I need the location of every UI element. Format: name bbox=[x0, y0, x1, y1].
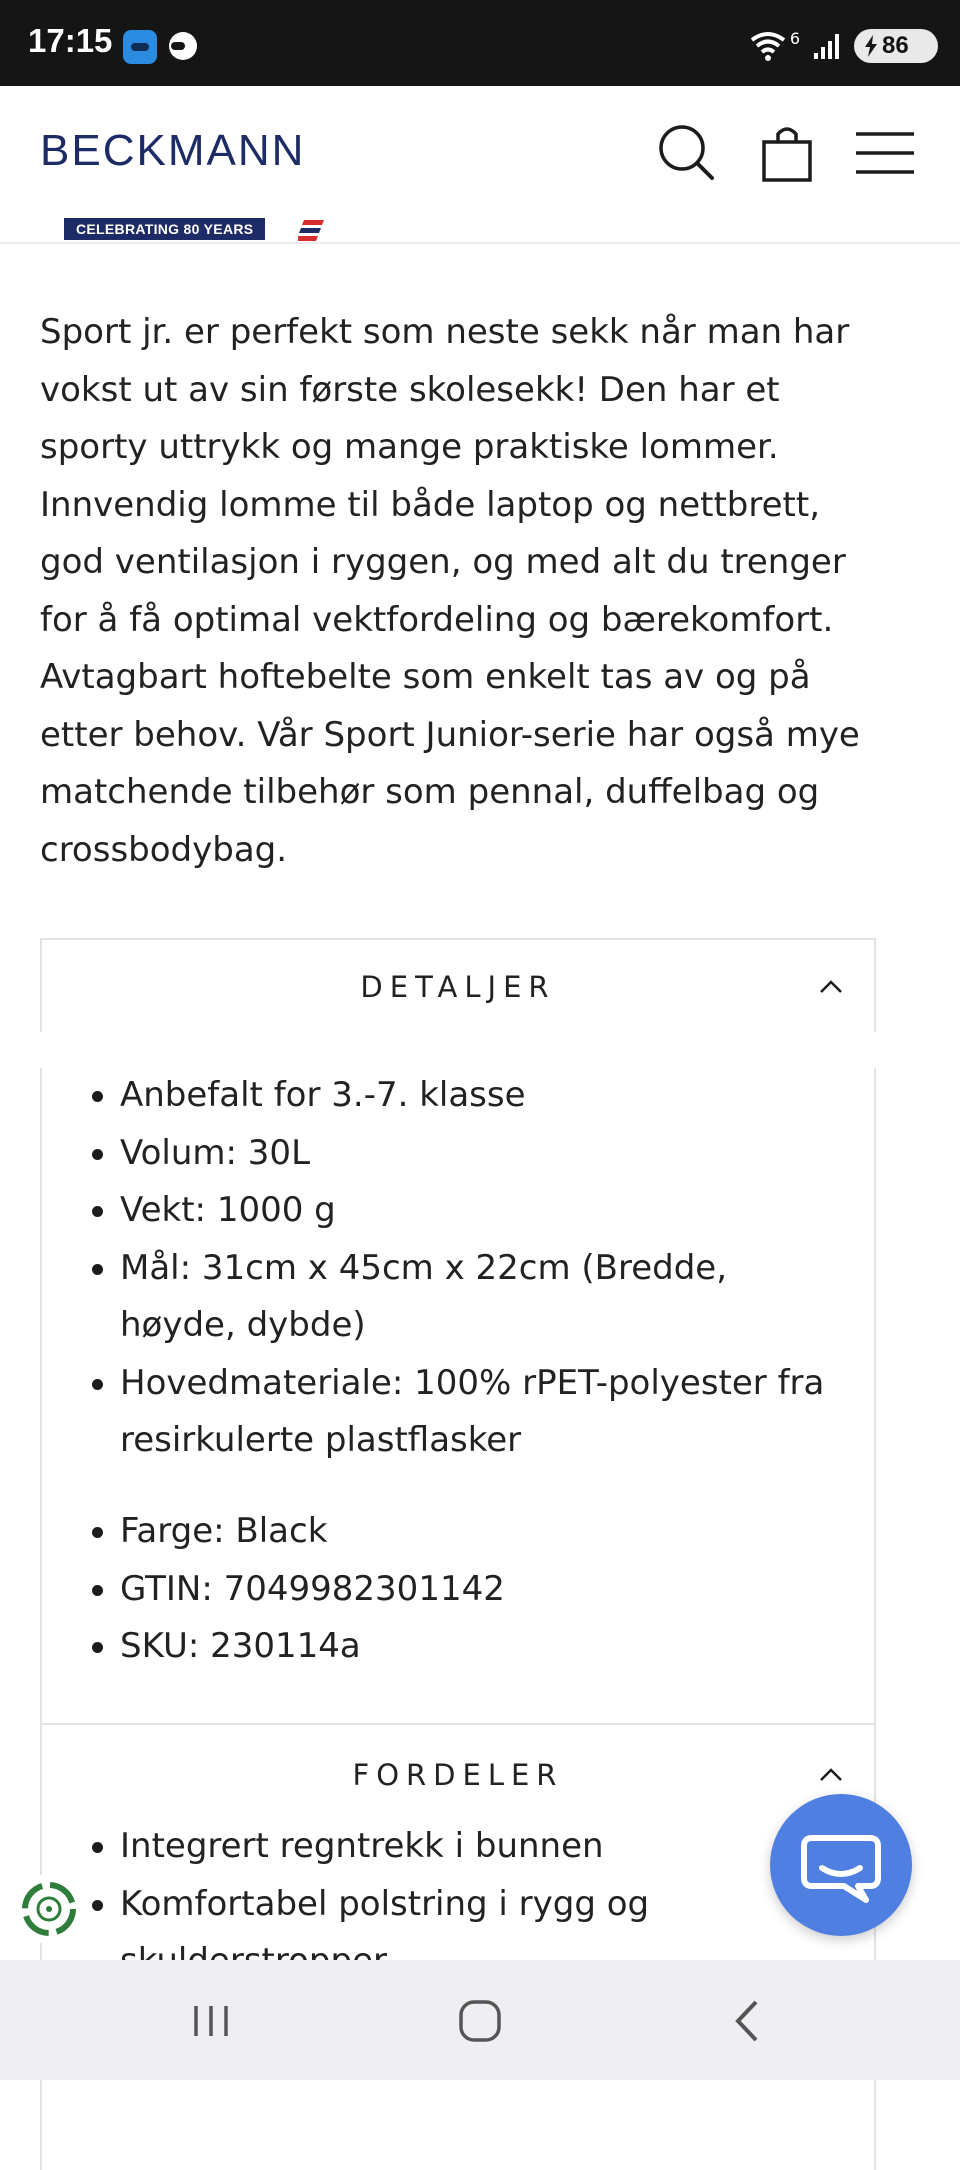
charging-icon bbox=[864, 35, 878, 57]
list-item: Mål: 31cm x 45cm x 22cm (Bredde, høyde, dybde) bbox=[120, 1240, 840, 1355]
notification-app-icon bbox=[123, 30, 157, 64]
notification-status-icon bbox=[169, 32, 197, 60]
accordion-divider bbox=[40, 1723, 874, 1725]
list-item: Hovedmateriale: 100% rPET-polyester fra resirkulerte plastflasker bbox=[120, 1355, 840, 1470]
wifi-icon bbox=[748, 28, 792, 64]
recent-apps-icon[interactable] bbox=[186, 1996, 236, 2046]
signal-icon bbox=[812, 31, 842, 61]
list-item: Komfortabel polstring i rygg og bbox=[120, 1876, 840, 1991]
details-list-primary bbox=[120, 1067, 840, 1470]
details-list-secondary bbox=[120, 1503, 840, 1676]
battery-indicator bbox=[854, 29, 938, 63]
list-item: Vekt: 1000 g bbox=[120, 1182, 840, 1240]
accordion-gap bbox=[38, 1032, 878, 1068]
list-item: Farge: Black bbox=[120, 1503, 840, 1561]
recycle-icon bbox=[14, 1874, 84, 1944]
details-title: DETALJER bbox=[360, 970, 556, 1004]
home-icon[interactable] bbox=[455, 1996, 505, 2046]
list-item: Integrert regntrekk i bunnen bbox=[120, 1818, 840, 1876]
system-nav-bar bbox=[0, 1960, 960, 2080]
list-item: GTIN: 7049982301142 bbox=[120, 1561, 840, 1619]
list-item: Volum: 30L bbox=[120, 1125, 840, 1183]
network-type-label: 6 bbox=[789, 28, 800, 48]
chevron-up-icon[interactable] bbox=[818, 1762, 844, 1788]
chevron-up-icon[interactable] bbox=[818, 974, 844, 1000]
status-time: 17:15 bbox=[28, 22, 113, 59]
chat-bubble-icon bbox=[770, 1794, 912, 1936]
brand-name: BECKMANN bbox=[40, 126, 306, 175]
benefits-title: FORDELER bbox=[352, 1758, 564, 1792]
recycle-badge[interactable] bbox=[14, 1874, 84, 1944]
brand-tagline: CELEBRATING 80 YEARS bbox=[64, 218, 265, 240]
brand-logo[interactable] bbox=[40, 126, 330, 237]
status-bar bbox=[0, 0, 960, 86]
list-item: SKU: 230114a bbox=[120, 1618, 840, 1676]
chat-button[interactable] bbox=[770, 1794, 912, 1936]
list-item: Anbefalt for 3.-7. klasse bbox=[120, 1067, 840, 1125]
cart-icon[interactable] bbox=[756, 122, 818, 184]
battery-level: 86 bbox=[882, 32, 909, 59]
status-right bbox=[748, 26, 938, 66]
flag-stripes-icon bbox=[298, 218, 324, 244]
details-header[interactable] bbox=[42, 970, 874, 1004]
back-icon[interactable] bbox=[724, 1996, 774, 2046]
site-header bbox=[0, 86, 960, 244]
benefits-header[interactable] bbox=[42, 1758, 874, 1792]
product-description: Sport jr. er perfekt som neste sekk når man har vokst ut av sin første skolesekk! Den har et sporty uttrykk og mange praktiske lommer. Innvendig lomme til både laptop og nettbrett, god ventilasjon i ryggen, og med alt du trenger for å få optimal vektfordeling og bærekomfort. Avtagbart hoftebelte som enkelt tas av og på etter behov. Vår Sport Junior-serie har også mye matchende tilbehør som pennal, duffelbag og crossbodybag. bbox=[40, 312, 860, 870]
menu-icon[interactable] bbox=[854, 122, 916, 184]
search-icon[interactable] bbox=[656, 122, 718, 184]
